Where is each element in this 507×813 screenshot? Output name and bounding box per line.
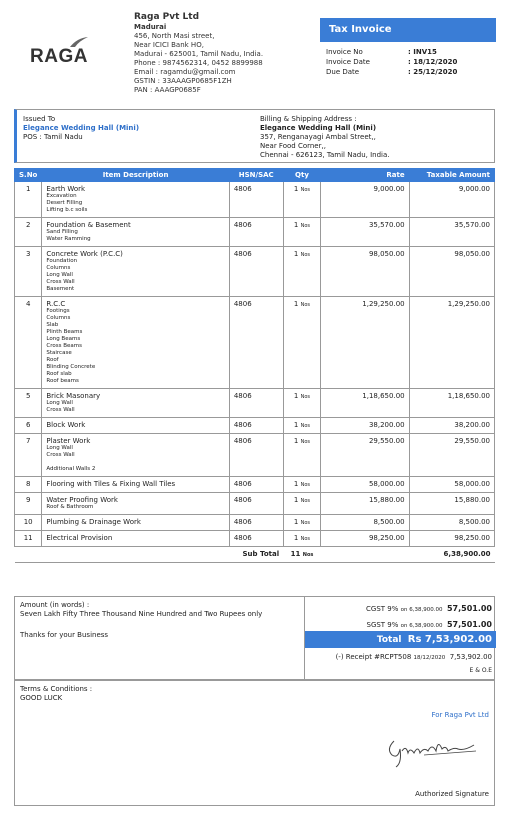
company-line: Near ICICI Bank HO, — [134, 41, 204, 49]
company-email: Email : ragamdu@gmail.com — [134, 68, 236, 76]
item-subtask: Plinth Beams — [46, 329, 83, 335]
row-rate: 58,000.00 — [321, 477, 409, 493]
item-name: R.C.C — [46, 300, 66, 308]
subtotal-row — [15, 547, 495, 563]
row-amount: 8,500.00 — [409, 515, 494, 531]
row-description — [42, 531, 229, 547]
col-hsn: HSN/SAC — [229, 169, 283, 182]
row-rate: 35,570.00 — [321, 218, 409, 247]
terms-box — [14, 680, 495, 806]
item-subtask: Roof — [46, 357, 59, 363]
company-info — [134, 12, 263, 95]
table-row — [15, 531, 495, 547]
terms — [20, 685, 92, 703]
billing-line: 357, Renganayagi Ambal Street,, — [260, 133, 376, 141]
item-subtask: Cross Wall — [46, 407, 75, 413]
receipt-amount: 7,53,902.00 — [449, 653, 492, 661]
row-hsn: 4806 — [229, 531, 283, 547]
item-subtask: Long Wall — [46, 445, 73, 451]
cgst-amount: 57,501.00 — [446, 604, 492, 613]
row-description — [42, 297, 229, 389]
row-rate: 38,200.00 — [321, 418, 409, 434]
qty-value: 1 — [293, 300, 299, 308]
table-row — [15, 389, 495, 418]
item-subtask: Blinding Concrete — [46, 364, 96, 370]
row-sno: 4 — [15, 297, 42, 389]
item-name: Water Proofing Work — [46, 496, 118, 504]
items-table — [14, 168, 495, 563]
row-qty — [283, 218, 321, 247]
item-subtask: Water Ramming — [46, 236, 91, 242]
item-name: Foundation & Basement — [46, 221, 131, 229]
item-subtask: Footings — [46, 308, 70, 314]
eoe-note: E & O.E — [469, 667, 492, 674]
qty-value: 1 — [293, 250, 299, 258]
row-sno: 9 — [15, 493, 42, 515]
row-sno: 6 — [15, 418, 42, 434]
amount-words: Seven Lakh Fifty Three Thousand Nine Hundred and Two Rupees only — [20, 610, 263, 618]
invoice-meta — [326, 47, 457, 77]
table-row — [15, 297, 495, 389]
company-line: Madurai - 625001, Tamil Nadu, India. — [134, 50, 264, 58]
cgst-row — [366, 604, 492, 613]
item-subtask: Staircase — [46, 350, 72, 356]
row-amount: 1,29,250.00 — [409, 297, 494, 389]
row-qty — [283, 182, 321, 218]
total-amount: Rs 7,53,902.00 — [407, 634, 492, 645]
row-description — [42, 493, 229, 515]
cgst-label: CGST 9% — [366, 605, 399, 613]
issued-to-name: Elegance Wedding Hall (Mini) — [23, 124, 140, 132]
row-sno: 8 — [15, 477, 42, 493]
qty-unit: Nos — [300, 423, 311, 429]
item-name: Concrete Work (P.C.C) — [46, 250, 123, 258]
row-rate: 1,18,650.00 — [321, 389, 409, 418]
sgst-label: SGST 9% — [366, 621, 399, 629]
table-row — [15, 434, 495, 477]
qty-value: 1 — [293, 534, 299, 542]
row-sno: 2 — [15, 218, 42, 247]
item-name: Earth Work — [46, 185, 86, 193]
row-amount: 35,570.00 — [409, 218, 494, 247]
item-name: Electrical Provision — [46, 534, 113, 542]
item-subtask: Columns — [46, 265, 71, 271]
row-hsn: 4806 — [229, 297, 283, 389]
receipt-row — [336, 653, 492, 661]
row-description — [42, 434, 229, 477]
qty-value: 1 — [293, 437, 299, 445]
authorized-signature: Authorized Signature — [415, 790, 489, 798]
item-subtask: Long Beams — [46, 336, 81, 342]
row-hsn: 4806 — [229, 434, 283, 477]
billing-line: Chennai - 626123, Tamil Nadu, India. — [260, 151, 390, 159]
sgst-row — [367, 620, 493, 629]
subtotal-label: Sub Total — [15, 547, 284, 563]
item-subtask: Cross Beams — [46, 343, 82, 349]
qty-unit: Nos — [300, 520, 311, 526]
qty-unit: Nos — [300, 187, 311, 193]
item-subtask: Cross Wall — [46, 279, 75, 285]
qty-unit: Nos — [300, 394, 311, 400]
signature-image — [384, 729, 484, 769]
row-rate: 8,500.00 — [321, 515, 409, 531]
billing-label: Billing & Shipping Address : — [260, 115, 357, 123]
row-amount: 38,200.00 — [409, 418, 494, 434]
amount-words-label: Amount (in words) : — [20, 601, 90, 609]
company-logo: RAGA — [30, 46, 88, 67]
thanks-note: Thanks for your Business — [20, 631, 109, 639]
subtotal-qty — [283, 547, 321, 563]
row-description — [42, 247, 229, 297]
qty-unit: Nos — [300, 536, 311, 542]
col-qty: Qty — [283, 169, 321, 182]
col-rate: Rate — [321, 169, 409, 182]
row-amount: 98,250.00 — [409, 531, 494, 547]
issued-to — [23, 115, 139, 142]
company-line: 456, North Masi street, — [134, 32, 215, 40]
qty-value: 1 — [293, 496, 299, 504]
grand-total — [305, 631, 496, 648]
table-row — [15, 477, 495, 493]
billing-address — [260, 115, 390, 160]
item-name: Plaster Work — [46, 437, 91, 445]
company-name: Raga Pvt Ltd — [134, 12, 200, 22]
row-rate: 29,550.00 — [321, 434, 409, 477]
issued-to-label: Issued To — [23, 115, 56, 123]
row-sno: 10 — [15, 515, 42, 531]
due-date-label: Due Date — [326, 68, 360, 76]
row-hsn: 4806 — [229, 182, 283, 218]
billing-line: Near Food Corner,, — [260, 142, 326, 150]
qty-value: 1 — [293, 518, 299, 526]
qty-unit: Nos — [300, 223, 311, 229]
amount-in-words — [20, 601, 262, 619]
for-company: For Raga Pvt Ltd — [431, 711, 489, 719]
row-description — [42, 182, 229, 218]
receipt-date: 18/12/2020 — [413, 655, 446, 661]
qty-value: 1 — [293, 421, 299, 429]
row-sno: 1 — [15, 182, 42, 218]
row-description — [42, 515, 229, 531]
qty-value: 1 — [293, 185, 299, 193]
qty-value: 1 — [293, 221, 299, 229]
terms-text: GOOD LUCK — [20, 694, 63, 702]
invoice-no: : INV15 — [408, 48, 437, 56]
item-name: Brick Masonary — [46, 392, 101, 400]
row-description — [42, 477, 229, 493]
item-subtask: Roof beams — [46, 378, 79, 384]
item-subtask: Long Wall — [46, 272, 73, 278]
tax-invoice-title: Tax Invoice — [320, 18, 496, 42]
sgst-on: on 6,38,900.00 — [400, 623, 443, 629]
item-subtask: Long Wall — [46, 400, 73, 406]
invoice-date: : 18/12/2020 — [408, 58, 458, 66]
totals-panel — [304, 597, 496, 679]
row-hsn: 4806 — [229, 389, 283, 418]
row-amount: 15,880.00 — [409, 493, 494, 515]
qty-unit: Nos — [300, 498, 311, 504]
item-name: Block Work — [46, 421, 86, 429]
item-subtask: Sand Filling — [46, 229, 78, 235]
table-row — [15, 182, 495, 218]
col-item: Item Description — [42, 169, 229, 182]
company-gstin: GSTIN : 33AAAGP0685F1ZH — [134, 77, 232, 85]
item-subtask: Slab — [46, 322, 59, 328]
row-hsn: 4806 — [229, 218, 283, 247]
table-row — [15, 418, 495, 434]
row-rate: 15,880.00 — [321, 493, 409, 515]
row-hsn: 4806 — [229, 247, 283, 297]
item-subtask: Desert Filling — [46, 200, 83, 206]
row-rate: 98,050.00 — [321, 247, 409, 297]
row-qty — [283, 515, 321, 531]
terms-label: Terms & Conditions : — [20, 685, 93, 693]
row-hsn: 4806 — [229, 477, 283, 493]
row-qty — [283, 493, 321, 515]
item-subtask: Roof & Bathroom — [46, 504, 94, 510]
qty-unit: Nos — [300, 302, 311, 308]
row-amount: 9,000.00 — [409, 182, 494, 218]
row-description — [42, 218, 229, 247]
summary-box — [14, 596, 495, 680]
address-box — [14, 109, 495, 163]
item-subtask: Columns — [46, 315, 71, 321]
row-qty — [283, 297, 321, 389]
qty-unit: Nos — [300, 252, 311, 258]
issued-to-pos: POS : Tamil Nadu — [23, 133, 83, 141]
item-name: Plumbing & Drainage Work — [46, 518, 141, 526]
items-body — [15, 182, 495, 547]
company-pan: PAN : AAAGP0685F — [134, 86, 201, 94]
company-phone: Phone : 9874562314, 0452 8899988 — [134, 59, 263, 67]
row-amount: 1,18,650.00 — [409, 389, 494, 418]
item-subtask: Additional Walls 2 — [46, 466, 96, 472]
item-subtask: Foundation — [46, 258, 78, 264]
row-qty — [283, 389, 321, 418]
due-date: : 25/12/2020 — [408, 68, 458, 76]
subtotal-qty-value: 11 — [290, 550, 301, 558]
row-description — [42, 389, 229, 418]
logo-swoosh-icon — [69, 36, 89, 48]
subtotal-amount: 6,38,900.00 — [321, 547, 495, 563]
invoice-no-label: Invoice No — [326, 48, 363, 56]
row-rate: 1,29,250.00 — [321, 297, 409, 389]
table-row — [15, 493, 495, 515]
item-subtask — [46, 459, 224, 466]
row-hsn: 4806 — [229, 515, 283, 531]
total-label: Total — [376, 635, 402, 645]
billing-name: Elegance Wedding Hall (Mini) — [260, 124, 377, 132]
item-name: Flooring with Tiles & Fixing Wall Tiles — [46, 480, 176, 488]
row-qty — [283, 247, 321, 297]
invoice-date-label: Invoice Date — [326, 58, 370, 66]
qty-value: 1 — [293, 392, 299, 400]
qty-unit: Nos — [300, 482, 311, 488]
row-amount: 98,050.00 — [409, 247, 494, 297]
row-sno: 3 — [15, 247, 42, 297]
cgst-on: on 6,38,900.00 — [400, 607, 443, 613]
table-row — [15, 515, 495, 531]
item-subtask: Basement — [46, 286, 75, 292]
table-row — [15, 247, 495, 297]
row-rate: 98,250.00 — [321, 531, 409, 547]
row-amount: 29,550.00 — [409, 434, 494, 477]
row-hsn: 4806 — [229, 418, 283, 434]
qty-value: 1 — [293, 480, 299, 488]
row-sno: 7 — [15, 434, 42, 477]
qty-unit: Nos — [300, 439, 311, 445]
row-description — [42, 418, 229, 434]
item-subtask: Lifting b.c soils — [46, 207, 88, 213]
sgst-amount: 57,501.00 — [446, 620, 492, 629]
row-sno: 5 — [15, 389, 42, 418]
item-subtask: Excavation — [46, 193, 77, 199]
table-row — [15, 218, 495, 247]
row-amount: 58,000.00 — [409, 477, 494, 493]
item-subtask: Roof slab — [46, 371, 72, 377]
col-amount: Taxable Amount — [409, 169, 494, 182]
company-city: Madurai — [134, 23, 167, 31]
row-hsn: 4806 — [229, 493, 283, 515]
row-qty — [283, 531, 321, 547]
receipt-label: (-) Receipt #RCPT508 — [335, 653, 412, 661]
subtotal-unit: Nos — [302, 552, 314, 558]
item-subtask: Cross Wall — [46, 452, 75, 458]
row-sno: 11 — [15, 531, 42, 547]
row-qty — [283, 477, 321, 493]
row-rate: 9,000.00 — [321, 182, 409, 218]
row-qty — [283, 434, 321, 477]
row-qty — [283, 418, 321, 434]
col-sno: S.No — [15, 169, 42, 182]
